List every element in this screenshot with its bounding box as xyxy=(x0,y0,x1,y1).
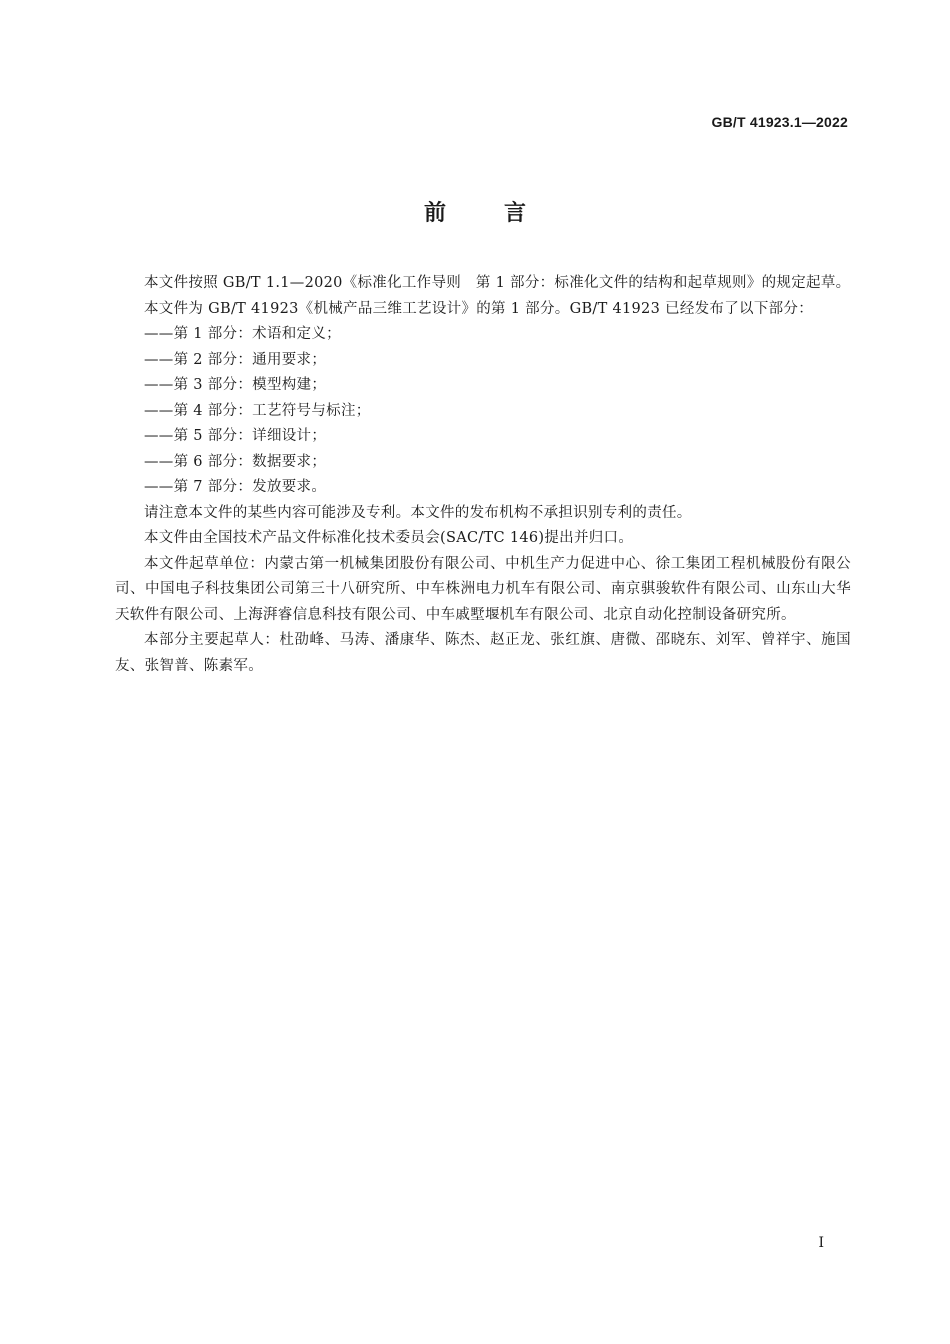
paragraph-parts-intro: 本文件为 GB/T 41923《机械产品三维工艺设计》的第 1 部分。GB/T 41923 已经发布了以下部分： xyxy=(144,300,814,317)
paragraph-committee: 本文件由全国技术产品文件标准化技术委员会(SAC/TC 146)提出并归口。 xyxy=(144,530,634,546)
list-item: ——第 5 部分：详细设计； xyxy=(144,428,327,444)
list-item: ——第 7 部分：发放要求。 xyxy=(144,479,327,495)
page-title: 前言 xyxy=(423,201,584,226)
standard-number: GB/T 41923.1—2022 xyxy=(711,114,848,130)
paragraph-drafting-rules: 本文件按照 GB/T 1.1—2020《标准化工作导则 第 1 部分：标准化文件的结构和起草规则》的规定起草。 xyxy=(144,275,851,291)
parts-list xyxy=(115,322,851,501)
list-item: ——第 6 部分：数据要求； xyxy=(144,453,327,470)
list-item: ——第 3 部分：模型构建； xyxy=(144,377,327,393)
paragraph-drafters: 本部分主要起草人：杜劭峰、马涛、潘康华、陈杰、赵正龙、张红旗、唐微、邵晓东、刘军、曾祥宇、施国友、张智普、陈素军。 xyxy=(115,632,851,674)
page-number: I xyxy=(818,1235,824,1251)
paragraph-drafting-units: 本文件起草单位：内蒙古第一机械集团股份有限公司、中机生产力促进中心、徐工集团工程机械股份有限公司、中国电子科技集团公司第三十八研究所、中车株洲电力机车有限公司、南京骐骏软件有限公司、山东山大华天软件有限公司、上海湃睿信息科技有限公司、中车戚墅堰机车有限公司、北京自动化控制设备研究所。 xyxy=(115,555,851,623)
paragraph-patent-notice: 请注意本文件的某些内容可能涉及专利。本文件的发布机构不承担识别专利的责任。 xyxy=(144,504,692,521)
list-item: ——第 1 部分：术语和定义； xyxy=(144,326,341,342)
list-item: ——第 4 部分：工艺符号与标注； xyxy=(144,402,371,419)
list-item: ——第 2 部分：通用要求； xyxy=(144,351,327,368)
document-body xyxy=(115,271,851,679)
